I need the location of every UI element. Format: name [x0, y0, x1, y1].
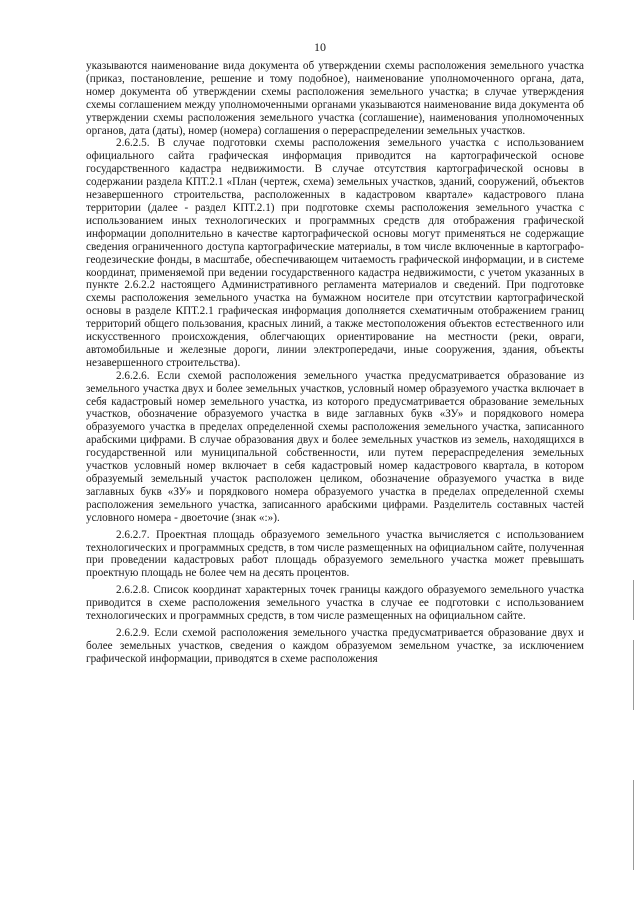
- paragraph-continuation: указываются наименование вида документа об утверждении схемы расположения земельного участка (приказ, постановление, решение и тому подобное), наименование уполномоченного органа, дата, номер документа об утверждении схемы расположения земельного участка; в случае утверждения схемы соглашением между уполномоченными органами указываются наименование вида документа об утверждении схемы расположения земельного участка (соглашение), наименования уполномоченных органов, дата (даты), номер (номера) соглашения о перераспределении земельных участков.: [86, 60, 584, 137]
- scan-edge-mark: [633, 640, 634, 710]
- page-number: 10: [314, 40, 326, 54]
- paragraph-2-6-2-8: 2.6.2.8. Список координат характерных точек границы каждого образуемого земельного участка приводится в схеме расположения земельного участка в случае ее подготовки с использованием технологических и программных средств, в том числе размещенных на официальном сайте.: [86, 584, 584, 623]
- scan-edge-mark: [633, 580, 634, 620]
- scan-edge-mark: [633, 780, 634, 870]
- paragraph-2-6-2-7: 2.6.2.7. Проектная площадь образуемого земельного участка вычисляется с использованием технологических и программных средств, в том числе размещенных на официальном сайте, полученная при проведении кадастровых работ площадь образуемого земельного участка может превышать проектную площадь не более чем на десять процентов.: [86, 528, 584, 580]
- paragraph-2-6-2-5: 2.6.2.5. В случае подготовки схемы расположения земельного участка с использованием официального сайта графическая информация приводится на картографической основе государственного кадастра недвижимости. В случае отсутствия картографической основы в содержании раздела КПТ.2.1 «План (чертеж, схема) земельных участков, зданий, сооружений, объектов незавершенного строительства, расположенных в кадастровом квартале» кадастрового плана территории (далее - раздел КПТ.2.1) при подготовке схемы расположения земельного участка с использованием иных технологических и программных средств для отображения графической информации дополнительно в качестве картографической основы могут применяться не содержащие сведения ограниченного доступа картографические материалы, в том числе включенные в картографо-геодезические фонды, в масштабе, обеспечивающем читаемость графической информации, и в системе координат, применяемой при ведении государственного кадастра недвижимости, с учетом указанных в пункте 2.6.2.2 настоящего Административного регламента материалов и сведений. При подготовке схемы расположения земельного участка на бумажном носителе при отсутствии картографической основы в разделе КПТ.2.1 графическая информация дополняется схематичным отображением границ территорий общего пользования, красных линий, а также местоположения объектов естественного или искусственного происхождения, облегчающих ориентирование на местности (реки, овраги, автомобильные и железные дороги, линии электропередачи, иные сооружения, здания, объекты незавершенного строительства).: [86, 137, 584, 369]
- paragraph-2-6-2-9: 2.6.2.9. Если схемой расположения земельного участка предусматривается образование двух и более земельных участков, сведения о каждом образуемом земельном участке, за исключением графической информации, приводятся в схеме расположения: [86, 626, 584, 665]
- paragraph-2-6-2-6: 2.6.2.6. Если схемой расположения земельного участка предусматривается образование из земельного участка двух и более земельных участков, условный номер образуемого участка включает в себя кадастровый номер земельного участка, из которого предусматривается образование земельных участков, обозначение образуемого участка в виде заглавных букв «ЗУ» и порядкового номера образуемого участка в пределах определенной схемы расположения земельного участка, записанного арабскими цифрами. В случае образования двух и более земельных участков из земель, находящихся в государственной или муниципальной собственности, или путем перераспределения земельных участков условный номер включает в себя кадастровый номер кадастрового квартала, в котором образуемый земельный участок расположен целиком, обозначение образуемого участка в виде заглавных букв «ЗУ» и порядкового номера образуемого участка в пределах определенной схемы расположения земельного участка, записанного арабскими цифрами. Разделитель составных частей условного номера - двоеточие (знак «:»).: [86, 369, 584, 524]
- document-body: [86, 60, 584, 666]
